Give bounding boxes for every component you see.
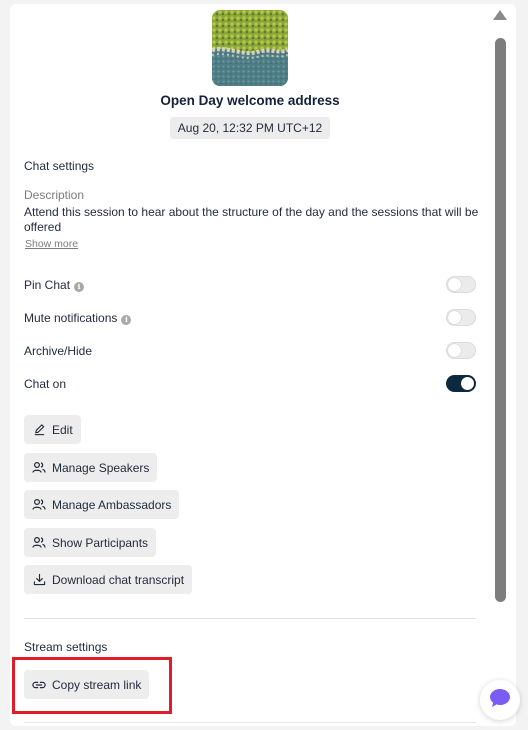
manage-ambassadors-label: Manage Ambassadors	[52, 497, 172, 512]
mute-notifications-toggle[interactable]	[446, 309, 476, 326]
archive-hide-label: Archive/Hide	[24, 344, 93, 358]
stream-settings-heading: Stream settings	[24, 640, 108, 654]
pencil-icon	[32, 423, 46, 437]
users-icon	[32, 461, 46, 475]
session-date-wrap	[10, 117, 490, 139]
info-icon: i	[74, 282, 84, 292]
scrollbar-thumb[interactable]	[495, 38, 506, 602]
section-divider	[24, 618, 476, 619]
scroll-up-arrow-icon[interactable]	[493, 10, 507, 20]
show-more-link[interactable]: Show more	[25, 238, 79, 250]
copy-stream-link-label: Copy stream link	[52, 677, 142, 692]
toggle-row-archive-hide	[24, 341, 476, 361]
manage-speakers-button[interactable]	[24, 453, 157, 482]
show-participants-label: Show Participants	[52, 535, 149, 550]
toggle-knob	[448, 278, 461, 291]
info-icon: i	[121, 315, 131, 325]
chat-settings-panel	[10, 4, 516, 726]
chat-on-toggle[interactable]	[446, 375, 476, 392]
users-icon	[32, 536, 46, 550]
download-icon	[32, 573, 46, 587]
chat-on-label: Chat on	[24, 377, 67, 391]
users-icon	[32, 498, 46, 512]
download-chat-transcript-button[interactable]	[24, 565, 192, 594]
manage-speakers-label: Manage Speakers	[52, 460, 150, 475]
show-participants-button[interactable]	[24, 528, 156, 557]
toggle-knob	[461, 377, 474, 390]
chat-settings-heading: Chat settings	[24, 159, 95, 173]
session-thumbnail	[212, 10, 288, 86]
download-chat-transcript-label: Download chat transcript	[52, 572, 185, 587]
mute-notifications-label: Mute notifications i	[24, 311, 131, 325]
toggle-row-mute-notifications	[24, 308, 476, 328]
pin-chat-toggle[interactable]	[446, 276, 476, 293]
toggle-knob	[448, 311, 461, 324]
chat-bubble-icon	[489, 688, 511, 713]
session-date-badge: Aug 20, 12:32 PM UTC+12	[170, 117, 330, 139]
pin-chat-label: Pin Chat i	[24, 278, 84, 292]
toggle-row-chat-on	[24, 374, 476, 394]
description-text: Attend this session to hear about the structure of the day and the sessions that will be offered	[24, 205, 479, 234]
edit-button[interactable]	[24, 415, 81, 444]
description-label: Description	[24, 188, 85, 202]
bottom-divider	[24, 722, 476, 723]
manage-ambassadors-button[interactable]	[24, 490, 179, 519]
toggle-row-pin-chat	[24, 275, 476, 295]
edit-button-label: Edit	[52, 422, 73, 437]
toggle-knob	[448, 344, 461, 357]
archive-hide-toggle[interactable]	[446, 342, 476, 359]
highlight-annotation	[12, 657, 172, 714]
chat-launcher-button[interactable]	[480, 680, 520, 720]
session-title: Open Day welcome address	[160, 93, 340, 108]
